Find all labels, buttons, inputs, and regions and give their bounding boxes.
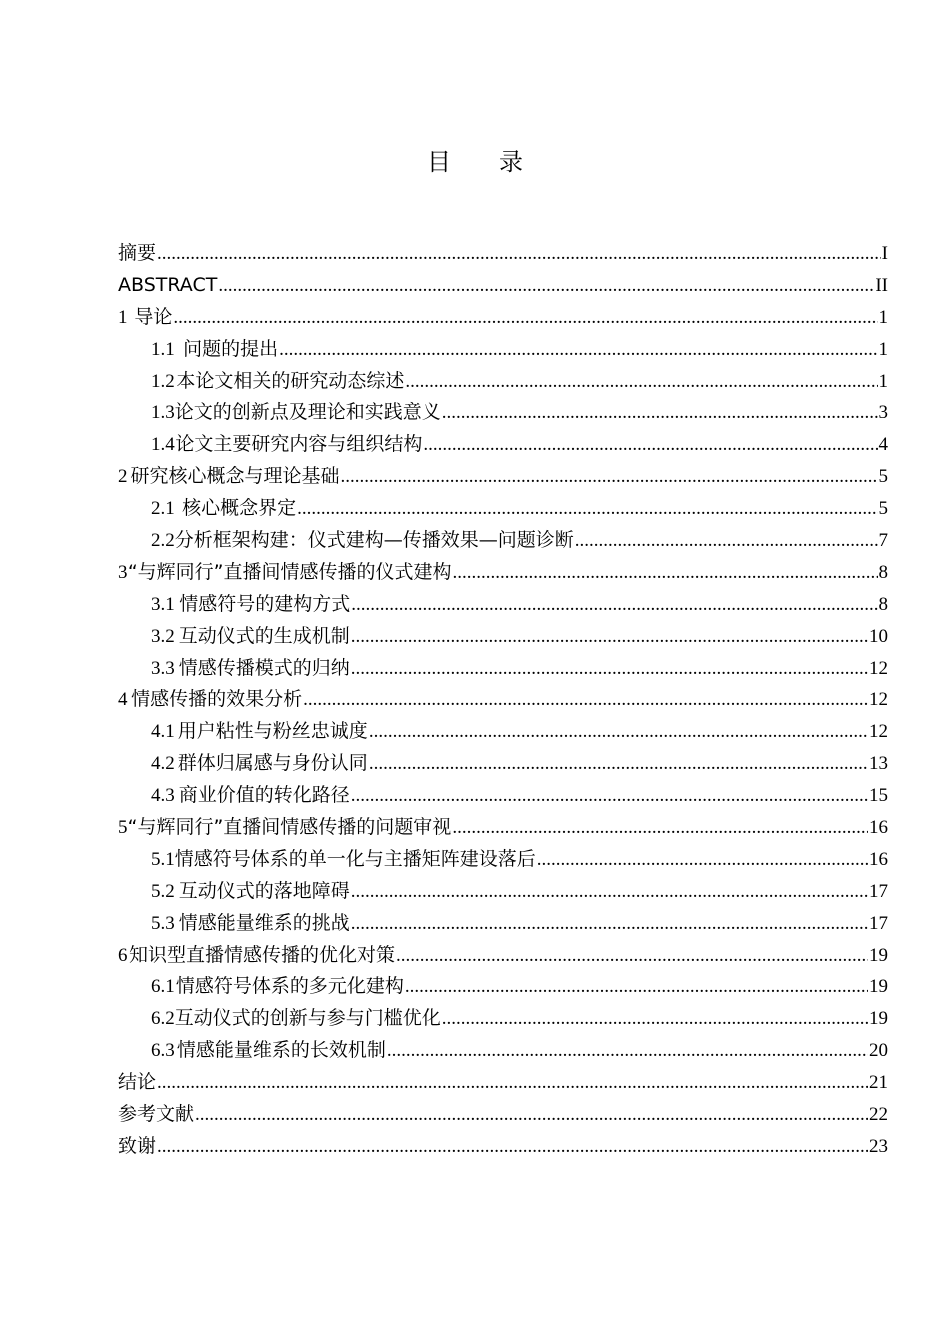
toc-entry[interactable] <box>118 1035 888 1067</box>
toc-entry-number: 6.2 <box>151 1008 175 1030</box>
toc-entry-number: 1 <box>118 306 128 328</box>
toc-entry-label: 商业价值的转化路径 <box>178 784 350 807</box>
toc-entry-page: 17 <box>869 880 888 902</box>
toc-leader-dots <box>387 1035 868 1067</box>
toc-entry-label: 情感传播模式的归纳 <box>178 656 350 679</box>
toc-entry[interactable] <box>118 366 888 398</box>
toc-entry[interactable] <box>118 653 888 685</box>
toc-leader-dots <box>157 238 881 270</box>
toc-entry-page: 20 <box>869 1040 888 1062</box>
toc-entry-label: 情感能量维系的挑战 <box>178 911 350 934</box>
toc-entry-page: 16 <box>869 817 888 839</box>
toc-leader-dots <box>297 493 877 525</box>
toc-entry-number: 2.1 <box>151 498 175 520</box>
toc-entry-label: 互动仪式的创新与参与门槛优化 <box>174 1007 441 1030</box>
toc-entry-number: 4.3 <box>151 785 175 807</box>
toc-leader-dots <box>537 844 868 876</box>
toc-entry-page: 19 <box>869 976 888 998</box>
toc-leader-dots <box>351 621 868 653</box>
toc-entry-label: 情感能量维系的长效机制 <box>176 1039 386 1062</box>
toc-leader-dots <box>442 1003 868 1035</box>
toc-leader-dots <box>218 270 874 302</box>
toc-entry[interactable] <box>118 908 888 940</box>
toc-entry-number: 1.1 <box>151 338 175 360</box>
toc-leader-dots <box>157 1067 868 1099</box>
toc-leader-dots <box>405 366 877 398</box>
toc-entry[interactable] <box>118 1099 888 1131</box>
toc-entry-page: 1 <box>878 370 888 392</box>
toc-entry-label: 情感符号体系的多元化建构 <box>175 975 404 998</box>
toc-entry-page: 23 <box>869 1135 888 1157</box>
toc-entry-number: 6.1 <box>151 976 175 998</box>
toc-entry[interactable] <box>118 971 888 1003</box>
toc-entry[interactable] <box>118 684 888 716</box>
toc-entry-label: 问题的提出 <box>183 337 279 360</box>
toc-entry-label: 本论文相关的研究动态综述 <box>176 369 405 392</box>
toc-entry-label: 互动仪式的生成机制 <box>178 624 350 647</box>
toc-entry-label: 致谢 <box>118 1134 157 1157</box>
toc-entry-page: 5 <box>878 466 888 488</box>
toc-entry[interactable] <box>118 589 888 621</box>
toc-entry-page: 7 <box>878 530 888 552</box>
toc-entry[interactable] <box>118 844 888 876</box>
toc-entry-number: 6 <box>118 944 128 966</box>
toc-entry-page: 17 <box>869 912 888 934</box>
toc-entry-page: II <box>875 274 888 296</box>
toc-entry-label: 导论 <box>134 305 173 328</box>
toc-entry[interactable] <box>118 812 888 844</box>
toc-entry-label: 分析框架构建：仪式建构—传播效果—问题诊断 <box>174 529 574 552</box>
toc-entry-page: 13 <box>869 753 888 775</box>
toc-leader-dots <box>453 557 878 589</box>
toc-leader-dots <box>279 334 877 366</box>
toc-leader-dots <box>351 908 868 940</box>
toc-entry-number: 5.1 <box>151 848 175 870</box>
toc-entry-page: 21 <box>869 1072 888 1094</box>
toc-entry-page: I <box>881 243 888 264</box>
toc-leader-dots <box>369 716 868 748</box>
toc-leader-dots <box>369 748 868 780</box>
toc-entry-label: 情感符号的建构方式 <box>179 592 351 615</box>
toc-entry-page: 1 <box>878 306 888 328</box>
toc-entry-number: 1.3 <box>151 402 175 424</box>
toc-entry-label: 情感符号体系的单一化与主播矩阵建设落后 <box>174 847 536 870</box>
toc-entry-label: “与辉同行”直播间情感传播的仪式建构 <box>127 560 452 583</box>
toc-entry[interactable] <box>118 940 888 972</box>
toc-entry-label: 群体归属感与身份认同 <box>177 752 368 775</box>
toc-entry-label: 论文的创新点及理论和实践意义 <box>174 401 441 424</box>
toc-entry-number: 5 <box>118 817 128 839</box>
toc-entry-page: 3 <box>878 402 888 424</box>
toc-leader-dots <box>351 653 868 685</box>
toc-leader-dots <box>157 1131 868 1163</box>
toc-entry[interactable] <box>118 621 888 653</box>
toc-entry-page: 8 <box>878 593 888 615</box>
toc-entry-label: 论文主要研究内容与组织结构 <box>175 433 423 456</box>
toc-title: 目录 <box>427 148 571 176</box>
toc-leader-dots <box>423 429 877 461</box>
toc-entry-page: 19 <box>869 944 888 966</box>
toc-entry-number: 4.1 <box>151 721 175 743</box>
toc-entry[interactable] <box>118 748 888 780</box>
toc-entry-page: 1 <box>878 338 888 360</box>
toc-entry-page: 12 <box>869 689 888 711</box>
toc-entry-label: 参考文献 <box>118 1103 195 1126</box>
toc-entry-number: 5.3 <box>151 912 175 934</box>
toc-entry-number: 1.4 <box>151 434 175 456</box>
toc-entry-number: 3.3 <box>151 657 175 679</box>
toc-entry[interactable] <box>118 429 888 461</box>
toc-entry-label: 结论 <box>118 1071 157 1094</box>
toc-leader-dots <box>405 971 868 1003</box>
toc-entry-label: ABSTRACT <box>118 273 218 296</box>
toc-entry-number: 4 <box>118 689 128 711</box>
toc-leader-dots <box>452 812 868 844</box>
toc-entry[interactable] <box>118 493 888 525</box>
toc-entry-page: 10 <box>869 625 888 647</box>
toc-entry-page: 22 <box>869 1104 888 1126</box>
toc-entry[interactable] <box>118 557 888 589</box>
toc-entry-number: 5.2 <box>151 880 175 902</box>
toc-entry-label: 摘要 <box>118 242 157 264</box>
toc-entry-number: 3.2 <box>151 625 175 647</box>
toc-entry-number: 1.2 <box>151 370 175 392</box>
toc-entry-page: 4 <box>878 434 888 456</box>
toc-entry-label: 情感传播的效果分析 <box>131 688 303 711</box>
toc-entry[interactable] <box>118 270 888 302</box>
toc-entry-label: 用户粘性与粉丝忠诚度 <box>177 720 368 743</box>
toc-entry-number: 6.3 <box>151 1040 175 1062</box>
toc-leader-dots <box>351 589 877 621</box>
toc-entry-page: 19 <box>869 1008 888 1030</box>
toc-entry-number: 3.1 <box>151 593 175 615</box>
toc-entry-label: 核心概念界定 <box>182 497 297 520</box>
toc-leader-dots <box>396 940 868 972</box>
toc-entry[interactable] <box>118 302 888 334</box>
toc-leader-dots <box>575 525 878 557</box>
toc-entry-page: 15 <box>869 785 888 807</box>
toc-entry-number: 4.2 <box>151 753 175 775</box>
toc-leader-dots <box>173 302 877 334</box>
toc-entry-number: 3 <box>118 561 128 583</box>
toc-leader-dots <box>195 1099 868 1131</box>
toc-entry[interactable] <box>118 716 888 748</box>
toc-entry[interactable] <box>118 1067 888 1099</box>
toc-entry[interactable] <box>118 238 888 270</box>
toc-entry-label: 知识型直播情感传播的优化对策 <box>128 943 395 966</box>
toc-entry-page: 12 <box>869 657 888 679</box>
toc-list <box>118 238 888 1163</box>
toc-entry[interactable] <box>118 334 888 366</box>
toc-entry-number: 2.2 <box>151 530 175 552</box>
toc-entry-number: 2 <box>118 466 128 488</box>
toc-leader-dots <box>340 461 877 493</box>
toc-entry[interactable] <box>118 525 888 557</box>
toc-entry[interactable] <box>118 780 888 812</box>
toc-entry-page: 5 <box>878 498 888 520</box>
toc-entry-page: 16 <box>869 848 888 870</box>
toc-entry-page: 12 <box>869 721 888 743</box>
toc-leader-dots <box>303 684 868 716</box>
toc-entry[interactable] <box>118 397 888 429</box>
toc-entry-page: 8 <box>878 561 888 583</box>
toc-leader-dots <box>351 876 868 908</box>
toc-leader-dots <box>351 780 868 812</box>
toc-entry-label: “与辉同行”直播间情感传播的问题审视 <box>127 816 452 839</box>
toc-entry[interactable] <box>118 876 888 908</box>
toc-entry[interactable] <box>118 1131 888 1163</box>
toc-entry-label: 互动仪式的落地障碍 <box>178 879 350 902</box>
toc-entry[interactable] <box>118 1003 888 1035</box>
toc-entry-label: 研究核心概念与理论基础 <box>130 465 340 488</box>
toc-leader-dots <box>442 397 878 429</box>
toc-entry[interactable] <box>118 461 888 493</box>
